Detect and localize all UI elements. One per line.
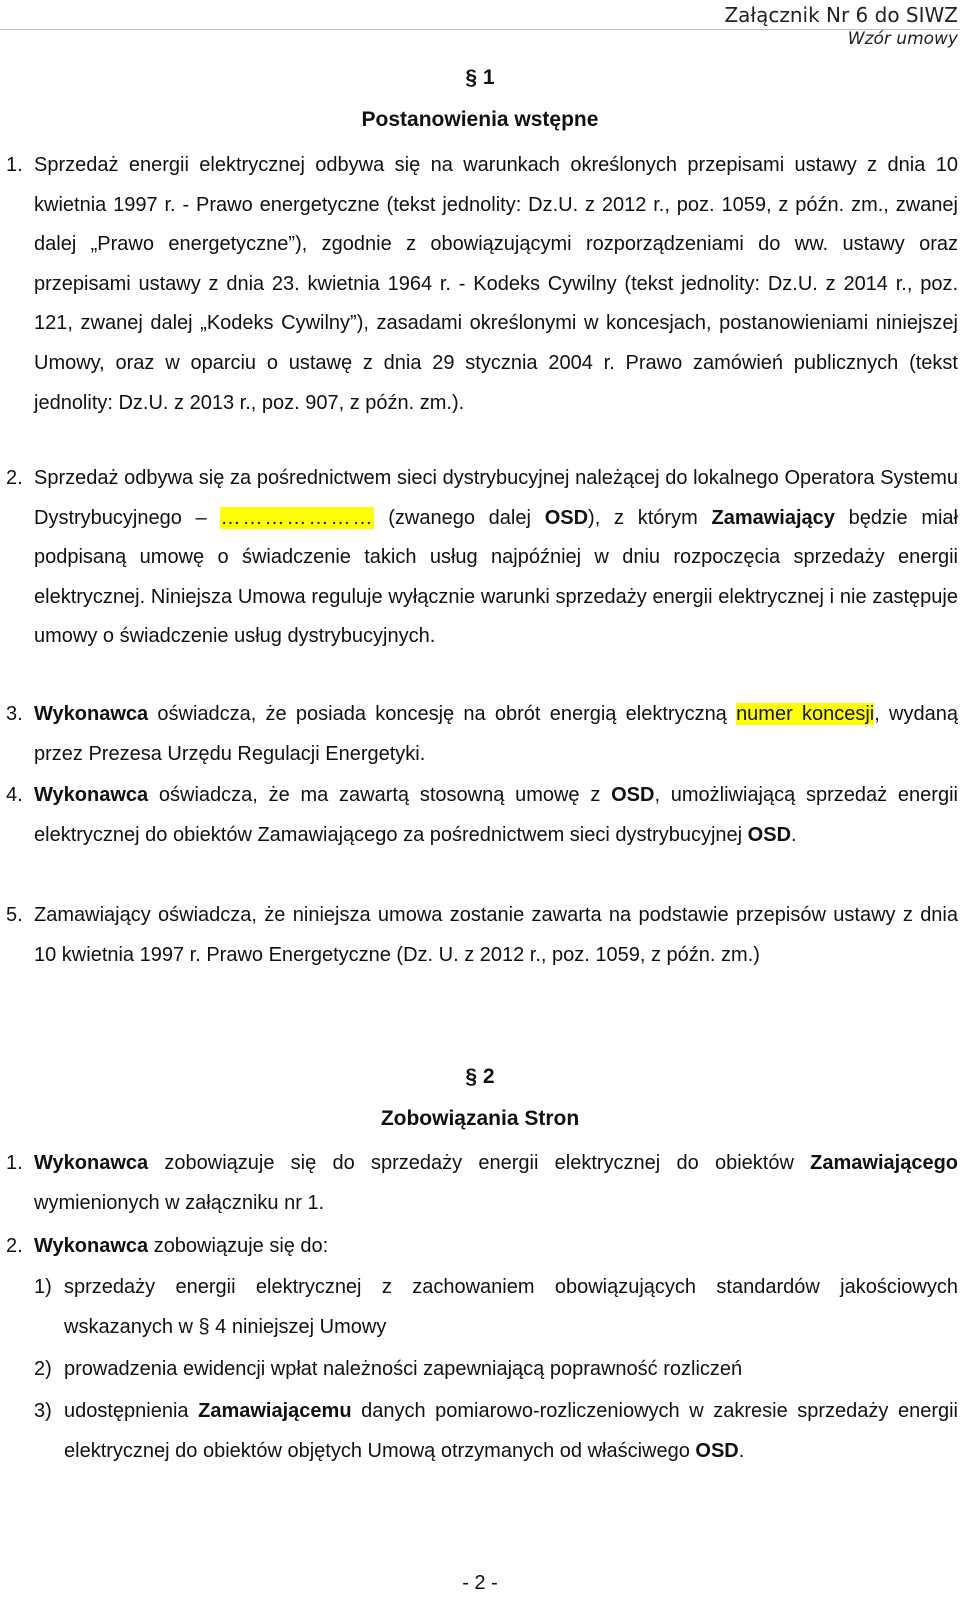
s2-p2-part-a: zobowiązuje się do: xyxy=(153,1235,329,1257)
s1-p4-part-c: . xyxy=(791,823,797,846)
s1-p3-part-a: oświadcza, że posiada koncesję na obrót energią elektryczną xyxy=(157,703,727,725)
section-1-title: Postanowienia wstępne xyxy=(361,108,599,131)
s1-p2-part-d: będzie miał podpisaną umowę o świadczenie takich usług najpóźniej w dniu rozpoczęcia sprzedaży energii elektrycznej. Niniejsza Umowa reguluje wyłącznie warunki sprzedaży energii elektrycznej i nie zastępuje umowy o świadczenie usług dystrybucyjnych. xyxy=(34,506,959,648)
s2-p1-part-b: wymienionych w załączniku nr 1. xyxy=(34,1191,325,1214)
s1-p2-part-b: (zwanego dalej xyxy=(388,506,531,529)
s2-p2-number: 2. xyxy=(6,1235,23,1257)
wykonawca-term: Wykonawca xyxy=(34,1152,149,1174)
wykonawca-term: Wykonawca xyxy=(34,703,149,725)
s2-p1-text xyxy=(34,1144,958,1223)
s2-item-1-number: 1) xyxy=(34,1276,52,1298)
s2-item-3-part-b: danych pomiarowo-rozliczeniowych w zakresie sprzedaży energii elektrycznej do obiektów objętych Umową otrzymanych od właściwego xyxy=(64,1400,959,1462)
osd-name-placeholder: ………………… xyxy=(220,506,375,529)
s2-p1-part-a: zobowiązuje się do sprzedaży energii elektrycznej do obiektów xyxy=(164,1152,794,1174)
s1-p3-part-b: , wydaną przez Prezesa Urzędu Regulacji Energetyki. xyxy=(34,703,958,765)
wykonawca-term: Wykonawca xyxy=(34,1235,149,1257)
s1-p5-text: Zamawiający oświadcza, że niniejsza umowa zostanie zawarta na podstawie przepisów ustawy z dnia 10 kwietnia 1997 r. Prawo Energetyczne (Dz. U. z 2012 r., poz. 1059, z późn. zm.) xyxy=(34,904,958,966)
s1-p5-number: 5. xyxy=(6,904,23,926)
osd-term: OSD xyxy=(544,506,589,529)
s2-item-3-part-c: . xyxy=(738,1439,745,1462)
attachment-label: Załącznik Nr 6 do SIWZ xyxy=(724,3,958,27)
s1-p3-text xyxy=(34,695,958,774)
s2-item-3-number: 3) xyxy=(34,1400,52,1422)
license-number-placeholder: numer koncesji xyxy=(736,703,875,725)
s1-p4-number: 4. xyxy=(6,784,23,806)
osd-term: OSD xyxy=(695,1439,739,1462)
osd-term: OSD xyxy=(611,784,655,806)
s1-p2-part-c: ), z którym xyxy=(588,506,698,529)
s2-p2-text xyxy=(34,1227,958,1267)
page-number: - 2 - xyxy=(462,1572,498,1594)
s2-item-3-part-a: udostępnienia xyxy=(64,1400,189,1422)
s1-p2-text xyxy=(34,459,958,657)
s1-p3-number: 3. xyxy=(6,703,23,725)
section-1-sign: § 1 xyxy=(465,66,495,89)
s1-p2-number: 2. xyxy=(6,467,23,489)
s2-item-3-text xyxy=(64,1392,958,1471)
s2-item-1-content: sprzedaży energii elektrycznej z zachowaniem obowiązujących standardów jakościowych wskazanych w § 4 niniejszej Umowy xyxy=(64,1276,958,1338)
s1-p4-text xyxy=(34,776,958,855)
header-rule xyxy=(0,29,960,30)
section-2-title: Zobowiązania Stron xyxy=(380,1107,580,1130)
s1-p4-part-a: oświadcza, że ma zawartą stosowną umowę z xyxy=(158,784,601,806)
zamawiajacy-term: Zamawiający xyxy=(711,506,835,529)
s2-item-1-text xyxy=(64,1268,958,1347)
s1-p2-part-a: Sprzedaż odbywa się za pośrednictwem sieci dystrybucyjnej należącej do lokalnego Operatora Systemu Dystrybucyjnego – xyxy=(34,467,958,529)
s2-item-2-text: prowadzenia ewidencji wpłat należności zapewniającą poprawność rozliczeń xyxy=(64,1358,743,1380)
zamawiajacego-term: Zamawiającego xyxy=(810,1152,959,1174)
wykonawca-term: Wykonawca xyxy=(34,784,149,806)
s2-item-2-number: 2) xyxy=(34,1358,52,1380)
section-2-sign: § 2 xyxy=(465,1065,495,1088)
page-header xyxy=(0,2,960,50)
s2-p1-number: 1. xyxy=(6,1152,23,1174)
zamawiajacemu-term: Zamawiającemu xyxy=(198,1400,352,1422)
s1-p4-part-b: , umożliwiającą sprzedaż energii elektrycznej do obiektów Zamawiającego za pośrednictwem sieci dystrybucyjnej xyxy=(34,784,958,846)
template-label: Wzór umowy xyxy=(847,29,958,49)
s1-p1-number: 1. xyxy=(6,154,23,176)
s1-p1-text: Sprzedaż energii elektrycznej odbywa się na warunkach określonych przepisami ustawy z dnia 10 kwietnia 1997 r. - Prawo energetyczne (tekst jednolity: Dz.U. z 2012 r., poz. 1059, z późn. zm., zwanej dalej „Prawo energetyczne”), zgodnie z obowiązującymi rozporządzeniami do ww. ustawy oraz przepisami ustawy z dnia 23. kwietnia 1964 r. - Kodeks Cywilny (tekst jednolity: Dz.U. z 2014 r., poz. 121, zwanej dalej „Kodeks Cywilny”), zasadami określonymi w koncesjach, postanowieniami niniejszej Umowy, oraz w oparciu o ustawę z dnia 29 stycznia 2004 r. Prawo zamówień publicznych (tekst jednolity: Dz.U. z 2013 r., poz. 907, z późn. zm.). xyxy=(34,154,958,414)
osd-term: OSD xyxy=(747,823,792,846)
